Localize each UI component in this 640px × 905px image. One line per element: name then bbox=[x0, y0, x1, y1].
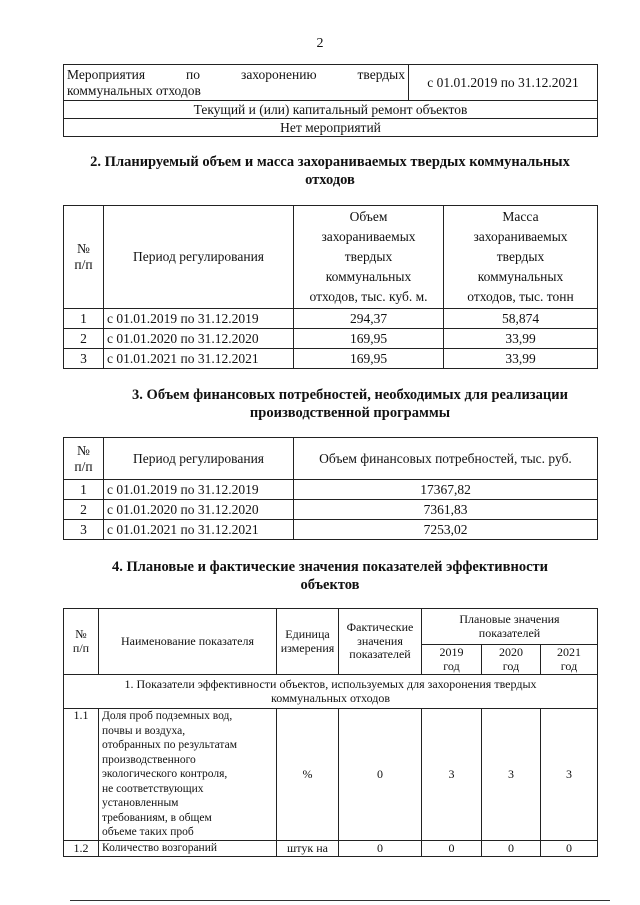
table-row: 1 с 01.01.2019 по 31.12.2019 294,37 58,874 bbox=[64, 309, 598, 329]
measures-word: по bbox=[186, 66, 201, 82]
header-name: Наименование показателя bbox=[99, 609, 277, 675]
header-unit: Единица измерения bbox=[277, 609, 339, 675]
section4-heading bbox=[60, 558, 600, 594]
measures-word: Мероприятия bbox=[67, 66, 146, 82]
section3-title-line2: производственной программы bbox=[249, 405, 451, 421]
section4-title-line2: объектов bbox=[300, 577, 360, 593]
waste-volume-table bbox=[63, 205, 598, 369]
header-planned: Плановые значения показателей bbox=[422, 609, 598, 645]
section2-title-line2: отходов bbox=[305, 172, 355, 188]
finance-table bbox=[63, 437, 598, 540]
header-num: № п/п bbox=[64, 438, 104, 480]
table-row: 3 с 01.01.2021 по 31.12.2021 169,95 33,99 bbox=[64, 349, 598, 369]
repair-value: Нет мероприятий bbox=[64, 119, 598, 137]
page-number: 2 bbox=[316, 36, 324, 51]
table-row: 3 с 01.01.2021 по 31.12.2021 7253,02 bbox=[64, 520, 598, 540]
header-year-2020: 2020 год bbox=[482, 645, 541, 675]
header-volume: Объем захораниваемых твердых коммунальных отходов, тыс. куб. м. bbox=[294, 206, 444, 309]
group-header: 1. Показатели эффективности объектов, используемых для захоронения твердых коммунальных отходов bbox=[64, 675, 598, 709]
header-year-2019: 2019 год bbox=[422, 645, 482, 675]
section3-title-line1: 3. Объем финансовых потребностей, необходимых для реализации bbox=[132, 387, 568, 403]
table-row: 1 с 01.01.2019 по 31.12.2019 17367,82 bbox=[64, 480, 598, 500]
measures-word: твердых bbox=[357, 66, 405, 82]
table-row: 2 с 01.01.2020 по 31.12.2020 169,95 33,99 bbox=[64, 329, 598, 349]
measures-line2: коммунальных отходов bbox=[67, 82, 201, 98]
indicators-table bbox=[63, 608, 598, 857]
section4-title-line1: 4. Плановые и фактические значения показателей эффективности bbox=[111, 559, 548, 575]
header-num: № п/п bbox=[64, 206, 104, 309]
table-row: 2 с 01.01.2020 по 31.12.2020 7361,83 bbox=[64, 500, 598, 520]
repair-title: Текущий и (или) капитальный ремонт объектов bbox=[64, 101, 598, 119]
header-num: № п/п bbox=[64, 609, 99, 675]
measures-cell bbox=[64, 65, 409, 101]
header-mass: Масса захораниваемых твердых коммунальных отходов, тыс. тонн bbox=[444, 206, 598, 309]
measures-word: захоронению bbox=[240, 66, 317, 82]
table-row: 1.2 Количество возгораний штук на 0 0 0 0 bbox=[64, 841, 598, 857]
table-row: 1.1 Доля проб подземных вод, почвы и воздуха, отобранных по результатам производственного экологического контроля, не соответствующих установленным требованиям, в общем объеме таких проб % 0 3 3 3 bbox=[64, 709, 598, 841]
header-period: Период регулирования bbox=[104, 438, 294, 480]
indicator-name: Количество возгораний bbox=[99, 841, 277, 857]
header-finance: Объем финансовых потребностей, тыс. руб. bbox=[294, 438, 598, 480]
section2-title-line1: 2. Планируемый объем и масса захораниваемых твердых коммунальных bbox=[90, 154, 570, 170]
indicator-name: Доля проб подземных вод, почвы и воздуха, отобранных по результатам производственного экологического контроля, не соответствующих установленным требованиям, в общем объеме таких проб bbox=[99, 709, 277, 841]
header-actual: Фактические значения показателей bbox=[339, 609, 422, 675]
header-year-2021: 2021 год bbox=[541, 645, 598, 675]
measures-table bbox=[63, 64, 598, 137]
section2-heading bbox=[60, 153, 600, 189]
measures-period: с 01.01.2019 по 31.12.2021 bbox=[409, 65, 598, 101]
header-period: Период регулирования bbox=[104, 206, 294, 309]
bottom-divider bbox=[70, 900, 610, 901]
section3-heading bbox=[80, 386, 620, 422]
